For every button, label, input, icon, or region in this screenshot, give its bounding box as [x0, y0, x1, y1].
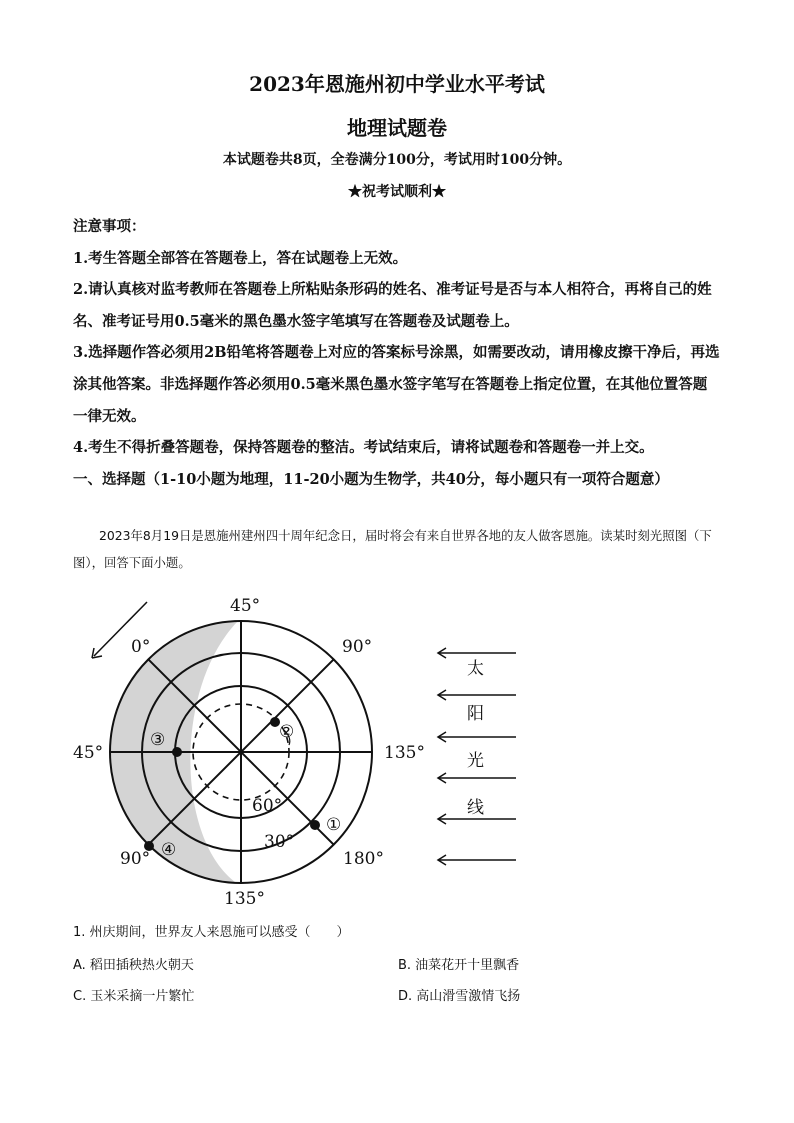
- option-a: A. 稻田插秧热火朝天: [73, 958, 194, 973]
- point-1-dot: [310, 820, 320, 830]
- longitude-label: 135°: [224, 889, 265, 909]
- section-heading: 一、选择题（1-10小题为地理，11-20小题为生物学，共40分，每小题只有一项符合题意）: [73, 470, 669, 488]
- point-3-dot: [172, 747, 182, 757]
- point-2-label: ②: [279, 722, 295, 742]
- sunlight-char: 线: [467, 798, 484, 818]
- longitude-label: 45°: [73, 743, 104, 763]
- question-stem: 1. 州庆期间，世界友人来恩施可以感受（ ）: [73, 925, 350, 940]
- longitude-label: 45°: [230, 596, 261, 616]
- paper-title: 地理试题卷: [347, 116, 447, 140]
- point-3-label: ③: [150, 730, 166, 750]
- good-luck-line: ★祝考试顺利★: [348, 184, 446, 200]
- sunlight-char: 阳: [467, 704, 484, 724]
- exam-notes: [73, 211, 721, 495]
- illumination-figure: [60, 588, 530, 918]
- longitude-label: 180°: [343, 849, 384, 869]
- question-intro: [73, 522, 721, 576]
- note-item: 4.考生不得折叠答题卷，保持答题卷的整洁。考试结束后，请将试题卷和答题卷一并上交。: [73, 439, 654, 457]
- option-c: C. 玉米采摘一片繁忙: [73, 989, 195, 1004]
- latitude-label: 60°: [252, 796, 283, 816]
- sunlight-char: 光: [467, 751, 484, 771]
- latitude-label: 30°: [264, 832, 295, 852]
- longitude-label: 0°: [131, 637, 151, 657]
- point-4-label: ④: [161, 840, 177, 860]
- intro-text: 2023年8月19日是恩施州建州四十周年纪念日，届时将会有来自世界各地的友人做客恩施。读某时刻光照图（下图），回答下面小题。: [73, 528, 712, 570]
- longitude-label: 90°: [342, 637, 373, 657]
- exam-info: 本试题卷共8页，全卷满分100分，考试用时100分钟。: [222, 152, 572, 168]
- sunlight-char: 太: [467, 659, 484, 679]
- point-1-label: ①: [326, 815, 342, 835]
- exam-title: 2023年恩施州初中学业水平考试: [249, 72, 545, 96]
- option-d: D. 高山滑雪激情飞扬: [398, 989, 521, 1004]
- note-item: 2.请认真核对监考教师在答题卷上所粘贴条形码的姓名、准考证号是否与本人相符合，再将自己的姓名、准考证号用0.5毫米的黑色墨水签字笔填写在答题卷及试题卷上。: [73, 281, 712, 330]
- note-item: 1.考生答题全部答在答题卷上，答在试题卷上无效。: [73, 249, 408, 267]
- longitude-label: 90°: [120, 849, 151, 869]
- notes-heading: 注意事项：: [73, 218, 146, 235]
- note-item: 3.选择题作答必须用2B铅笔将答题卷上对应的答案标号涂黑，如需要改动，请用橡皮擦干净后，再选涂其他答案。非选择题作答必须用0.5毫米黑色墨水签字笔写在答题卷上指定位置，在其他位置答题一律无效。: [73, 344, 720, 425]
- longitude-label: 135°: [384, 743, 425, 763]
- option-b: B. 油菜花开十里飘香: [398, 958, 520, 973]
